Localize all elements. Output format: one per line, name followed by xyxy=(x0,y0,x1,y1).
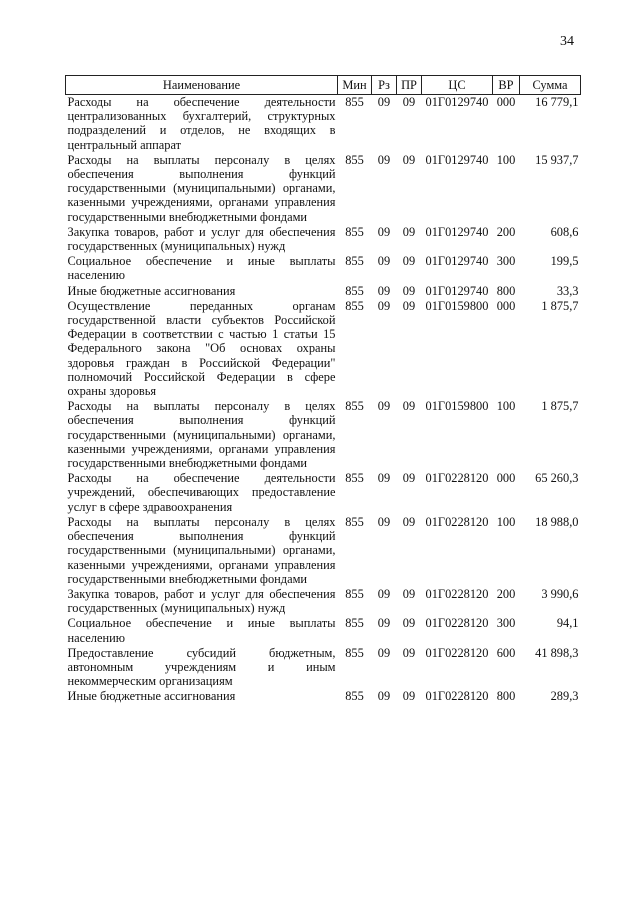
table-row xyxy=(66,153,581,225)
row-min: 855 xyxy=(345,152,364,167)
table-row xyxy=(66,95,581,153)
row-vr: 800 xyxy=(496,283,516,298)
table-row xyxy=(66,689,581,704)
table-row xyxy=(66,515,581,587)
row-vr: 100 xyxy=(496,514,516,529)
row-pr: 09 xyxy=(402,399,416,414)
row-min: 855 xyxy=(345,645,364,660)
row-name: Предоставление субсидий бюджетным, автономным учреждениям и иным некоммерческим организациям xyxy=(67,645,336,689)
row-name: Иные бюджетные ассигнования xyxy=(67,283,236,298)
row-min: 855 xyxy=(345,689,364,704)
row-sum: 1 875,7 xyxy=(541,298,579,313)
header-rz: Рз xyxy=(372,76,397,95)
row-name: Иные бюджетные ассигнования xyxy=(67,689,236,704)
table-row xyxy=(66,299,581,399)
row-min: 855 xyxy=(345,283,364,298)
row-vr: 100 xyxy=(496,152,516,167)
row-rz: 09 xyxy=(377,152,391,167)
row-vr: 800 xyxy=(496,689,516,704)
row-vr: 000 xyxy=(496,471,516,486)
row-min: 855 xyxy=(345,224,364,239)
row-rz: 09 xyxy=(377,689,391,704)
row-min: 855 xyxy=(345,95,364,109)
row-cs: 01Г0129740 xyxy=(425,254,489,269)
row-min: 855 xyxy=(345,586,364,601)
row-sum: 15 937,7 xyxy=(535,152,579,167)
header-cs: ЦС xyxy=(422,76,493,95)
table-row xyxy=(66,471,581,515)
row-cs: 01Г0129740 xyxy=(425,283,489,298)
row-rz: 09 xyxy=(377,254,391,269)
table-row xyxy=(66,254,581,283)
row-rz: 09 xyxy=(377,645,391,660)
row-min: 855 xyxy=(345,616,364,631)
row-sum: 199,5 xyxy=(550,254,579,269)
row-pr: 09 xyxy=(402,224,416,239)
table-row xyxy=(66,225,581,254)
row-cs: 01Г0228120 xyxy=(425,616,489,631)
row-min: 855 xyxy=(345,298,364,313)
row-pr: 09 xyxy=(402,254,416,269)
row-name: Закупка товаров, работ и услуг для обеспечения государственных (муниципальных) нужд xyxy=(67,586,336,616)
row-rz: 09 xyxy=(377,616,391,631)
row-rz: 09 xyxy=(377,283,391,298)
row-sum: 18 988,0 xyxy=(535,514,579,529)
header-name: Наименование xyxy=(66,76,338,95)
table-row xyxy=(66,399,581,471)
row-rz: 09 xyxy=(377,224,391,239)
row-sum: 94,1 xyxy=(556,616,579,631)
row-cs: 01Г0228120 xyxy=(425,471,489,486)
row-pr: 09 xyxy=(402,95,416,109)
budget-table xyxy=(65,75,581,705)
row-pr: 09 xyxy=(402,471,416,486)
row-vr: 600 xyxy=(496,645,516,660)
header-vr: ВР xyxy=(493,76,520,95)
row-cs: 01Г0129740 xyxy=(425,224,489,239)
table-row xyxy=(66,646,581,690)
row-rz: 09 xyxy=(377,514,391,529)
row-sum: 1 875,7 xyxy=(541,399,579,414)
row-rz: 09 xyxy=(377,298,391,313)
row-pr: 09 xyxy=(402,298,416,313)
row-cs: 01Г0129740 xyxy=(425,152,489,167)
page-number: 34 xyxy=(560,34,574,49)
row-pr: 09 xyxy=(402,616,416,631)
table-row xyxy=(66,616,581,645)
row-vr: 100 xyxy=(496,399,516,414)
row-cs: 01Г0159800 xyxy=(425,298,489,313)
row-vr: 000 xyxy=(496,298,516,313)
row-rz: 09 xyxy=(377,586,391,601)
row-name: Расходы на обеспечение деятельности централизованных бухгалтерий, структурных подразделений и отделов, не входящих в центральный аппарат xyxy=(67,95,336,152)
row-cs: 01Г0228120 xyxy=(425,689,489,704)
row-name: Осуществление переданных органам государственной власти субъектов Российской Федерации в соответствии с частью 1 статьи 15 Федерального закона "Об основах охраны здоровья граждан в Российской Федерации" полномочий Российской Федерации в сфере охраны здоровья xyxy=(67,298,336,399)
row-rz: 09 xyxy=(377,95,391,109)
row-pr: 09 xyxy=(402,689,416,704)
row-cs: 01Г0159800 xyxy=(425,399,489,414)
row-pr: 09 xyxy=(402,586,416,601)
row-name: Расходы на выплаты персоналу в целях обеспечения выполнения функций государственными (муниципальными) органами, казенными учреждениями, органами управления государственными внебюджетными фондами xyxy=(67,399,336,471)
row-name: Расходы на выплаты персоналу в целях обеспечения выполнения функций государственными (муниципальными) органами, казенными учреждениями, органами управления государственными внебюджетными фондами xyxy=(67,152,336,224)
row-rz: 09 xyxy=(377,471,391,486)
row-vr: 200 xyxy=(496,586,516,601)
row-pr: 09 xyxy=(402,645,416,660)
row-min: 855 xyxy=(345,399,364,414)
row-min: 855 xyxy=(345,471,364,486)
row-name: Расходы на обеспечение деятельности учреждений, обеспечивающих предоставление услуг в сфере здравоохранения xyxy=(67,471,336,514)
row-min: 855 xyxy=(345,254,364,269)
row-cs: 01Г0228120 xyxy=(425,645,489,660)
row-vr: 300 xyxy=(496,254,516,269)
row-cs: 01Г0129740 xyxy=(425,95,489,109)
row-pr: 09 xyxy=(402,514,416,529)
row-sum: 65 260,3 xyxy=(535,471,579,486)
row-sum: 289,3 xyxy=(550,689,579,704)
row-vr: 200 xyxy=(496,224,516,239)
header-sum: Сумма xyxy=(520,76,581,95)
table-header-row xyxy=(66,76,581,95)
row-sum: 33,3 xyxy=(556,283,579,298)
row-name: Социальное обеспечение и иные выплаты населению xyxy=(67,616,336,645)
row-vr: 000 xyxy=(496,95,516,109)
row-pr: 09 xyxy=(402,283,416,298)
table-row xyxy=(66,587,581,616)
header-pr: ПР xyxy=(397,76,422,95)
row-cs: 01Г0228120 xyxy=(425,514,489,529)
row-rz: 09 xyxy=(377,399,391,414)
row-name: Социальное обеспечение и иные выплаты населению xyxy=(67,254,336,283)
row-sum: 608,6 xyxy=(550,224,579,239)
row-vr: 300 xyxy=(496,616,516,631)
row-min: 855 xyxy=(345,514,364,529)
row-sum: 16 779,1 xyxy=(535,95,579,109)
row-pr: 09 xyxy=(402,152,416,167)
row-sum: 41 898,3 xyxy=(535,645,579,660)
row-cs: 01Г0228120 xyxy=(425,586,489,601)
header-min: Мин xyxy=(338,76,372,95)
row-name: Закупка товаров, работ и услуг для обеспечения государственных (муниципальных) нужд xyxy=(67,224,336,254)
table-row xyxy=(66,284,581,299)
row-name: Расходы на выплаты персоналу в целях обеспечения выполнения функций государственными (муниципальными) органами, казенными учреждениями, органами управления государственными внебюджетными фондами xyxy=(67,514,336,586)
row-sum: 3 990,6 xyxy=(541,586,579,601)
